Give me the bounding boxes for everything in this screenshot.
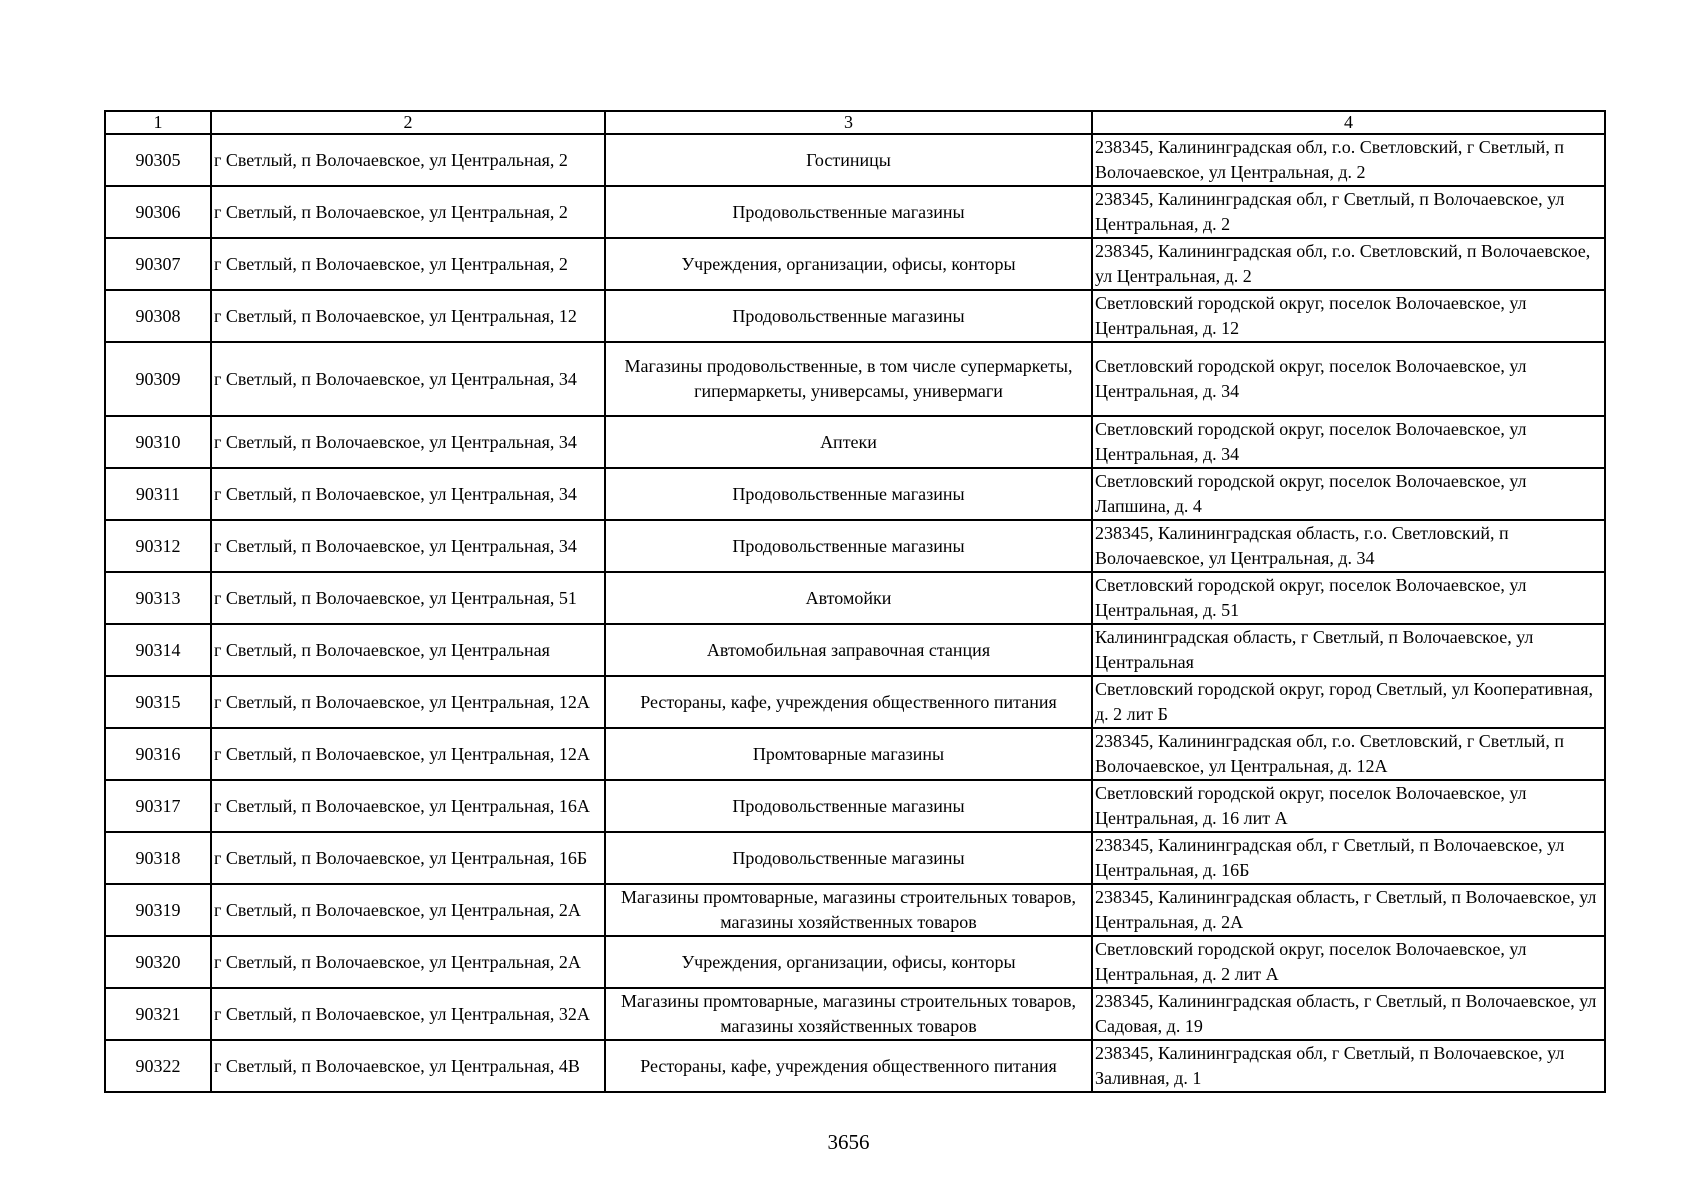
row-location-cell: 238345, Калининградская обл, г.о. Светловский, г Светлый, п Волочаевское, ул Центральная, д. 12А bbox=[1092, 728, 1605, 780]
row-category-cell: Автомобильная заправочная станция bbox=[605, 624, 1092, 676]
row-location-cell: Светловский городской округ, город Светлый, ул Кооперативная, д. 2 лит Б bbox=[1092, 676, 1605, 728]
table-row bbox=[105, 186, 1605, 238]
row-address-cell: г Светлый, п Волочаевское, ул Центральная, 4В bbox=[211, 1040, 605, 1092]
table-row bbox=[105, 728, 1605, 780]
row-category-cell: Учреждения, организации, офисы, конторы bbox=[605, 936, 1092, 988]
table-row bbox=[105, 290, 1605, 342]
row-location-cell: Светловский городской округ, поселок Волочаевское, ул Центральная, д. 34 bbox=[1092, 342, 1605, 416]
column-header-2: 2 bbox=[211, 111, 605, 134]
row-category-cell: Продовольственные магазины bbox=[605, 832, 1092, 884]
row-location-cell: 238345, Калининградская область, г Светлый, п Волочаевское, ул Садовая, д. 19 bbox=[1092, 988, 1605, 1040]
row-address-cell: г Светлый, п Волочаевское, ул Центральная, 12А bbox=[211, 728, 605, 780]
row-category-cell: Учреждения, организации, офисы, конторы bbox=[605, 238, 1092, 290]
row-address-cell: г Светлый, п Волочаевское, ул Центральная, 16Б bbox=[211, 832, 605, 884]
row-location-cell: 238345, Калининградская область, г Светлый, п Волочаевское, ул Центральная, д. 2А bbox=[1092, 884, 1605, 936]
row-code-cell: 90313 bbox=[105, 572, 211, 624]
row-location-cell: Светловский городской округ, поселок Волочаевское, ул Центральная, д. 34 bbox=[1092, 416, 1605, 468]
table-row bbox=[105, 884, 1605, 936]
row-category-cell: Продовольственные магазины bbox=[605, 468, 1092, 520]
registry-table bbox=[104, 110, 1606, 1093]
table-row bbox=[105, 780, 1605, 832]
table-row bbox=[105, 342, 1605, 416]
row-code-cell: 90314 bbox=[105, 624, 211, 676]
row-location-cell: 238345, Калининградская обл, г.о. Светловский, п Волочаевское, ул Центральная, д. 2 bbox=[1092, 238, 1605, 290]
row-location-cell: Светловский городской округ, поселок Волочаевское, ул Лапшина, д. 4 bbox=[1092, 468, 1605, 520]
row-address-cell: г Светлый, п Волочаевское, ул Центральная, 2 bbox=[211, 134, 605, 186]
row-address-cell: г Светлый, п Волочаевское, ул Центральная, 2 bbox=[211, 186, 605, 238]
row-code-cell: 90319 bbox=[105, 884, 211, 936]
row-category-cell: Промтоварные магазины bbox=[605, 728, 1092, 780]
row-address-cell: г Светлый, п Волочаевское, ул Центральная, 34 bbox=[211, 416, 605, 468]
row-code-cell: 90306 bbox=[105, 186, 211, 238]
row-category-cell: Продовольственные магазины bbox=[605, 780, 1092, 832]
row-address-cell: г Светлый, п Волочаевское, ул Центральная, 2А bbox=[211, 884, 605, 936]
row-code-cell: 90320 bbox=[105, 936, 211, 988]
row-code-cell: 90310 bbox=[105, 416, 211, 468]
row-address-cell: г Светлый, п Волочаевское, ул Центральная, 34 bbox=[211, 520, 605, 572]
table-row bbox=[105, 572, 1605, 624]
table-row bbox=[105, 416, 1605, 468]
row-category-cell: Магазины продовольственные, в том числе супермаркеты, гипермаркеты, универсамы, универмаги bbox=[605, 342, 1092, 416]
row-code-cell: 90316 bbox=[105, 728, 211, 780]
row-code-cell: 90322 bbox=[105, 1040, 211, 1092]
row-address-cell: г Светлый, п Волочаевское, ул Центральная, 2 bbox=[211, 238, 605, 290]
row-code-cell: 90321 bbox=[105, 988, 211, 1040]
row-location-cell: 238345, Калининградская область, г.о. Светловский, п Волочаевское, ул Центральная, д. 34 bbox=[1092, 520, 1605, 572]
table-row bbox=[105, 520, 1605, 572]
table-row bbox=[105, 238, 1605, 290]
row-code-cell: 90311 bbox=[105, 468, 211, 520]
row-address-cell: г Светлый, п Волочаевское, ул Центральная bbox=[211, 624, 605, 676]
table-row bbox=[105, 676, 1605, 728]
column-header-4: 4 bbox=[1092, 111, 1605, 134]
row-location-cell: Калининградская область, г Светлый, п Волочаевское, ул Центральная bbox=[1092, 624, 1605, 676]
page-number: 3656 bbox=[827, 1130, 870, 1154]
row-category-cell: Продовольственные магазины bbox=[605, 290, 1092, 342]
row-address-cell: г Светлый, п Волочаевское, ул Центральная, 12 bbox=[211, 290, 605, 342]
row-address-cell: г Светлый, п Волочаевское, ул Центральная, 32А bbox=[211, 988, 605, 1040]
row-category-cell: Рестораны, кафе, учреждения общественного питания bbox=[605, 676, 1092, 728]
row-code-cell: 90317 bbox=[105, 780, 211, 832]
row-address-cell: г Светлый, п Волочаевское, ул Центральная, 34 bbox=[211, 468, 605, 520]
column-header-1: 1 bbox=[105, 111, 211, 134]
row-address-cell: г Светлый, п Волочаевское, ул Центральная, 2А bbox=[211, 936, 605, 988]
row-location-cell: 238345, Калининградская обл, г Светлый, п Волочаевское, ул Заливная, д. 1 bbox=[1092, 1040, 1605, 1092]
row-address-cell: г Светлый, п Волочаевское, ул Центральная, 51 bbox=[211, 572, 605, 624]
row-location-cell: Светловский городской округ, поселок Волочаевское, ул Центральная, д. 51 bbox=[1092, 572, 1605, 624]
row-code-cell: 90308 bbox=[105, 290, 211, 342]
table-row bbox=[105, 468, 1605, 520]
row-category-cell: Автомойки bbox=[605, 572, 1092, 624]
row-category-cell: Продовольственные магазины bbox=[605, 186, 1092, 238]
row-category-cell: Продовольственные магазины bbox=[605, 520, 1092, 572]
row-address-cell: г Светлый, п Волочаевское, ул Центральная, 12А bbox=[211, 676, 605, 728]
row-category-cell: Гостиницы bbox=[605, 134, 1092, 186]
row-location-cell: 238345, Калининградская обл, г.о. Светловский, г Светлый, п Волочаевское, ул Центральная, д. 2 bbox=[1092, 134, 1605, 186]
row-code-cell: 90307 bbox=[105, 238, 211, 290]
table-header-row bbox=[105, 111, 1605, 134]
row-category-cell: Аптеки bbox=[605, 416, 1092, 468]
table-row bbox=[105, 624, 1605, 676]
table-row bbox=[105, 134, 1605, 186]
row-code-cell: 90305 bbox=[105, 134, 211, 186]
column-header-3: 3 bbox=[605, 111, 1092, 134]
row-code-cell: 90315 bbox=[105, 676, 211, 728]
row-category-cell: Магазины промтоварные, магазины строительных товаров, магазины хозяйственных товаров bbox=[605, 884, 1092, 936]
row-category-cell: Магазины промтоварные, магазины строительных товаров, магазины хозяйственных товаров bbox=[605, 988, 1092, 1040]
table-row bbox=[105, 936, 1605, 988]
row-address-cell: г Светлый, п Волочаевское, ул Центральная, 34 bbox=[211, 342, 605, 416]
row-location-cell: 238345, Калининградская обл, г Светлый, п Волочаевское, ул Центральная, д. 16Б bbox=[1092, 832, 1605, 884]
row-address-cell: г Светлый, п Волочаевское, ул Центральная, 16А bbox=[211, 780, 605, 832]
row-location-cell: Светловский городской округ, поселок Волочаевское, ул Центральная, д. 2 лит А bbox=[1092, 936, 1605, 988]
table-row bbox=[105, 988, 1605, 1040]
row-code-cell: 90309 bbox=[105, 342, 211, 416]
table-row bbox=[105, 832, 1605, 884]
row-code-cell: 90318 bbox=[105, 832, 211, 884]
row-code-cell: 90312 bbox=[105, 520, 211, 572]
row-location-cell: Светловский городской округ, поселок Волочаевское, ул Центральная, д. 12 bbox=[1092, 290, 1605, 342]
row-location-cell: 238345, Калининградская обл, г Светлый, п Волочаевское, ул Центральная, д. 2 bbox=[1092, 186, 1605, 238]
row-category-cell: Рестораны, кафе, учреждения общественного питания bbox=[605, 1040, 1092, 1092]
row-location-cell: Светловский городской округ, поселок Волочаевское, ул Центральная, д. 16 лит А bbox=[1092, 780, 1605, 832]
table-row bbox=[105, 1040, 1605, 1092]
